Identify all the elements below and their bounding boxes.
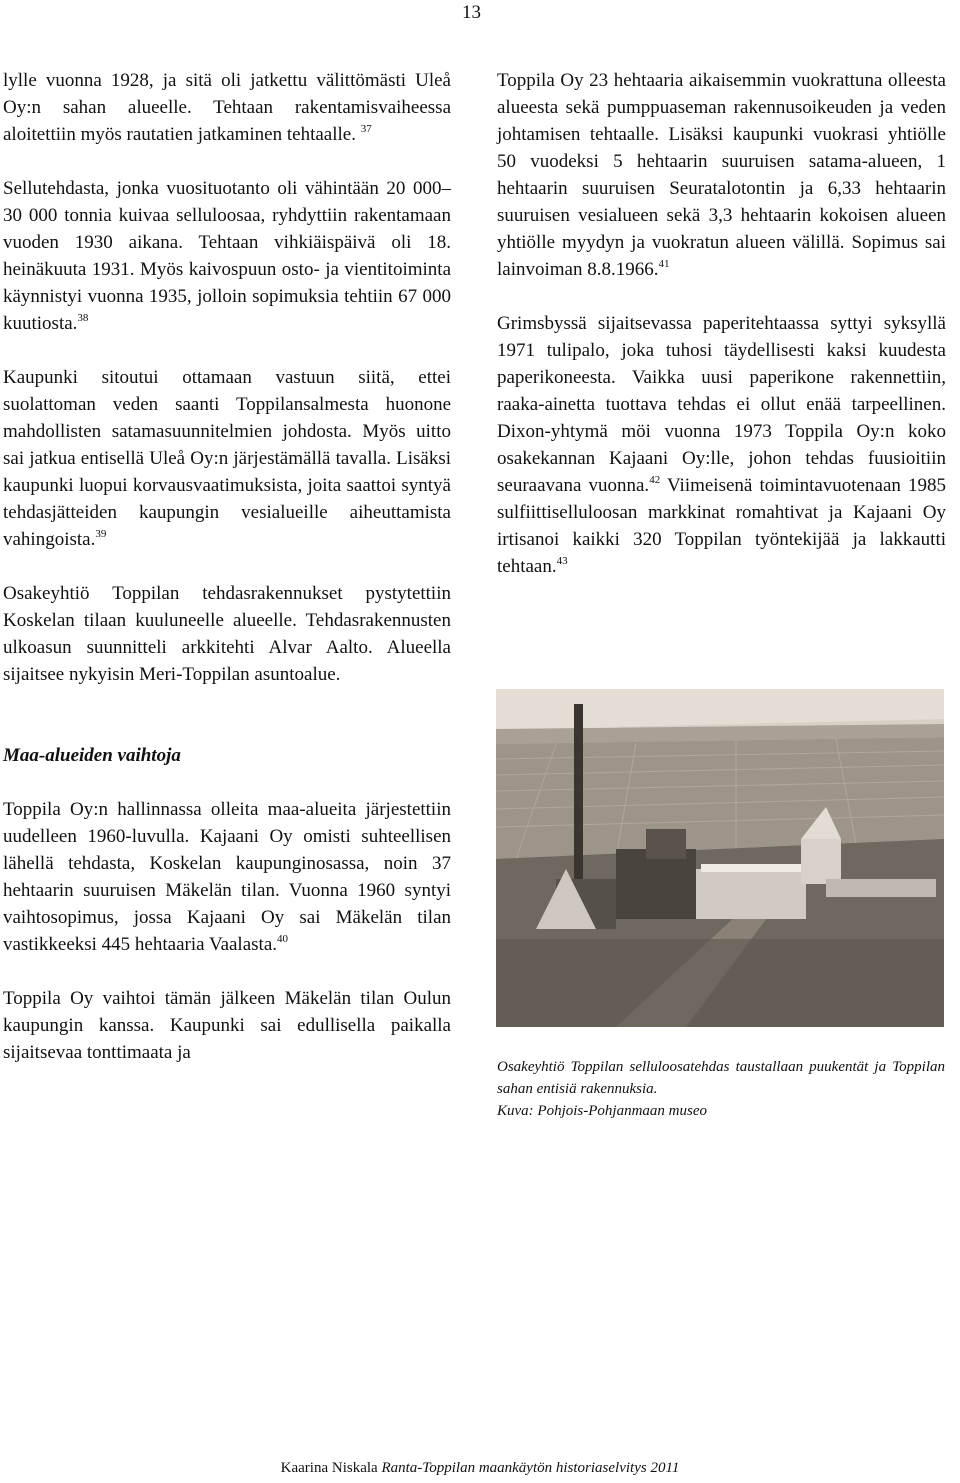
- paragraph: Toppila Oy vaihtoi tämän jälkeen Mäkelän tilan Oulun kaupungin kanssa. Kaupunki sai edullisella paikalla sijaitsevaa tonttimaata ja: [3, 988, 451, 1063]
- paragraph: Kaupunki sitoutui ottamaan vastuun siitä, ettei suolattoman veden saanti Toppilansalmesta huonone mahdollisten satamasuunnitelmien johdosta. Myös uitto sai jatkua entisellä Uleå Oy:n järjestämällä tavalla. Lisäksi kaupunki luopui korvausvaatimuksista, joita saattoi syntyä tehdasjätteiden kaupungin vesialueille aiheuttamista vahingoista.$^{39}$: [3, 367, 451, 550]
- paragraph: Grimsbyssä sijaitsevassa paperitehtaassa syttyi syksyllä 1971 tulipalo, joka tuhosi täydellisesti kaksi kuudesta paperikoneesta. Vaikka uusi paperikone rakennettiin, raaka-ainetta tuottava tehdas ei ollut enää tarpeellinen. Dixon-yhtymä möi vuonna 1973 Toppila Oy:n koko osakekannan Kajaani Oy:lle, johon tehdas fuusioitiin seuraavana vuonna.$^{42}$ Viimeisenä toimintavuotenaan 1985 sulfiittiselluloosan markkinat romahtivat ja Kajaani Oy irtisanoi kaikki 320 Toppilan työntekijää ja lakkautti tehtaan.$^{43}$: [497, 313, 946, 577]
- footnote-ref[interactable]: 43: [556, 554, 568, 567]
- paragraph: Osakeyhtiö Toppilan tehdasrakennukset pystytettiin Koskelan tilaan kuuluneelle alueelle. Tehdasrakennusten ulkoasun suunnitteli arkkitehti Alvar Aalto. Alueella sijaitsee nykyisin Meri-Toppilan asuntoalue.: [3, 583, 451, 685]
- footnote-ref[interactable]: 39: [95, 527, 107, 540]
- paragraph: Toppila Oy 23 hehtaaria aikaisemmin vuokrattuna olleesta alueesta sekä pumppuaseman rakennusoikeuden ja veden johtamisen tehtaalle. Lisäksi kaupunki vuokrasi yhtiölle 50 vuodeksi 5 hehtaarin suuruisen satama-alueen, 1 hehtaarin suuruisen Seuratalotontin ja 6,33 hehtaarin suuruisen vesialueen sekä 3,3 hehtaarin kokoisen alueen yhtiölle myydyn ja vuokratun alueen välillä. Sopimus sai lainvoiman 8.8.1966.41: [497, 70, 946, 280]
- paragraph: lylle vuonna 1928, ja sitä oli jatkettu välittömästi Uleå Oy:n sahan alueelle. Tehtaan rakentamisvaiheessa aloitettiin myös rautatien jatkaminen tehtaalle. $^{37}$: [3, 70, 451, 145]
- footnote-ref[interactable]: 37: [360, 122, 372, 135]
- left-column: [3, 67, 451, 1066]
- section-heading: Maa-alueiden vaihtoja: [3, 745, 181, 766]
- paragraph: Sellutehdasta, jonka vuosituotanto oli vähintään 20 000–30 000 tonnia kuivaa selluloosaa, ryhdyttiin rakentamaan vuoden 1930 aikana. Tehtaan vihkiäispäivä oli 18. heinäkuuta 1931. Myös kaivospuun osto- ja vientitoiminta käynnistyi vuonna 1935, jolloin sopimuksia tehtiin 67 000 kuutiosta.$^{38}$: [3, 178, 451, 334]
- page-number: 13: [462, 2, 481, 23]
- footer-author: Kaarina Niskala: [280, 1460, 378, 1476]
- caption-credit: Kuva: Pohjois-Pohjanmaan museo: [497, 1103, 707, 1119]
- footnote-ref[interactable]: 40: [277, 932, 288, 945]
- page-footer: [0, 1460, 960, 1477]
- footnote-ref[interactable]: 38: [77, 311, 89, 324]
- caption-text: Osakeyhtiö Toppilan selluloosatehdas taustallaan puukentät ja Toppilan sahan entisiä rakennuksia.: [497, 1059, 945, 1097]
- footer-title: Ranta-Toppilan maankäytön historiaselvitys 2011: [381, 1460, 680, 1476]
- paragraph: Toppila Oy:n hallinnassa olleita maa-alueita järjestettiin uudelleen 1960-luvulla. Kajaani Oy omisti suhteellisen lähellä tehdasta, Koskelan kaupunginosassa, noin 37 hehtaarin suuruisen Mäkelän tilan. Vuonna 1960 syntyi vaihtosopimus, jossa Kajaani Oy sai Mäkelän tilan vastikkeeksi 445 hehtaaria Vaalasta.$^{40}$: [3, 799, 451, 955]
- footnote-ref[interactable]: 41: [658, 257, 670, 270]
- right-column: [497, 67, 946, 580]
- factory-photo-illustration: [496, 689, 944, 1027]
- photo-caption: [497, 1056, 945, 1122]
- footnote-ref[interactable]: 42: [649, 473, 661, 486]
- factory-aerial-photo: [496, 689, 944, 1027]
